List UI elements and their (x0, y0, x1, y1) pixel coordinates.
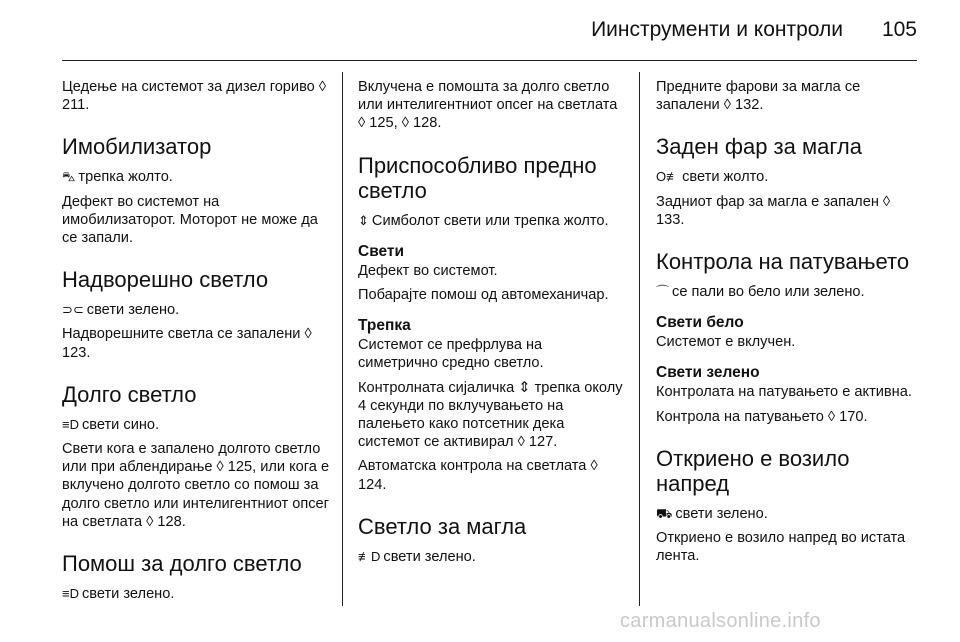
column-divider-2 (639, 72, 640, 606)
status-line: ⊃⊂ свети зелено. (62, 302, 180, 319)
section-heading-high-beam-assist: Помош за долго светло (62, 551, 302, 577)
rear-fog-light-icon: O≢ (656, 169, 680, 185)
section-heading-adaptive-light: Приспособливо предно светло (358, 152, 597, 203)
body-text: Контрола на патувањето ◊ 170. (656, 408, 868, 425)
section-heading-cruise-control: Контрола на патувањето (656, 249, 910, 275)
status-line: O≢ свети жолто. (656, 169, 769, 186)
fog-light-icon: ≢D (358, 548, 381, 564)
high-beam-assist-icon: ≡D (62, 586, 79, 602)
body-text: Автоматска контрола на светлата ◊ 124. (358, 458, 598, 493)
status-line: ⇕ Симболот свети или трепка жолто. (358, 212, 609, 229)
column-divider-1 (342, 72, 343, 606)
column-1 (62, 78, 330, 609)
body-text: Контролната сијаличка ⇕ трепка околу 4 секунди по вклучувањето на палењето како потсетник дека системот се активирал ◊ 127. (358, 379, 623, 451)
subheading-flashing: Трепка (358, 317, 411, 335)
watermark: carmanualsonline.info (620, 610, 821, 632)
subheading-lit-white: Свети бело (656, 314, 744, 332)
column-2 (358, 78, 626, 572)
exterior-light-icon: ⊃⊂ (62, 302, 84, 318)
section-heading-exterior-light: Надворешно светло (62, 267, 269, 293)
body-text: Побарајте помош од автомеханичар. (358, 287, 609, 304)
chapter-title: Иинструменти и контроли (591, 18, 843, 41)
column-3 (656, 78, 918, 571)
immobilizer-icon: ⛍ (62, 169, 76, 185)
high-beam-icon: ≡D (62, 416, 79, 432)
body-text: Системот е вклучен. (656, 334, 796, 351)
cruise-control-icon: ⌒ (656, 284, 670, 300)
page-header (0, 0, 960, 62)
section-heading-high-beam: Долго светло (62, 381, 197, 407)
status-line: ≡D свети зелено. (62, 586, 175, 603)
body-text: Дефект во системот. (358, 262, 498, 279)
page-number: 105 (881, 18, 917, 41)
subheading-lit: Свети (358, 242, 405, 260)
section-heading-fog-light: Светло за магла (358, 513, 527, 539)
body-text: Контролата на патувањето е активна. (656, 384, 912, 401)
adaptive-light-icon: ⇕ (358, 212, 369, 228)
section-heading-rear-fog-light: Заден фар за магла (656, 134, 862, 160)
body-text: Откриено е возило напред во истата лента. (656, 530, 906, 565)
body-text: Задниот фар за магла е запален ◊ 133. (656, 193, 891, 228)
subheading-lit-green: Свети зелено (656, 364, 760, 382)
intro-text: Цедење на системот за дизел гориво ◊ 211. (62, 79, 327, 114)
header-divider (62, 60, 917, 61)
body-text: Свети кога е запалено долгото светло или при аблендирање ◊ 125, или кога е вклучено долгото светло со помош за долго светло или интелигентниот опсег на светлата ◊ 128. (62, 441, 330, 530)
status-line: ⌒ се пали во бело или зелено. (656, 284, 865, 301)
section-heading-vehicle-ahead: Откриено е возило напред (656, 445, 850, 496)
vehicle-ahead-icon: ⛟ (656, 505, 673, 521)
intro-text: Предните фарови за магла се запалени ◊ 132. (656, 79, 861, 114)
status-line: ⛍ трепка жолто. (62, 169, 173, 186)
body-text: Надворешните светла се запалени ◊ 123. (62, 326, 312, 361)
status-line: ⛟ свети зелено. (656, 505, 768, 522)
status-line: ≡D свети сино. (62, 416, 160, 433)
status-line: ≢D свети зелено. (358, 548, 476, 565)
body-text: Системот се префрлува на симетрично средно светло. (358, 337, 544, 372)
intro-text: Вклучена е помошта за долго светло или интелигентниот опсег на светлата ◊ 125, ◊ 128. (358, 79, 618, 132)
body-text: Дефект во системот на имобилизаторот. Моторот не може да се запали. (62, 193, 318, 247)
section-heading-immobilizer: Имобилизатор (62, 134, 212, 160)
